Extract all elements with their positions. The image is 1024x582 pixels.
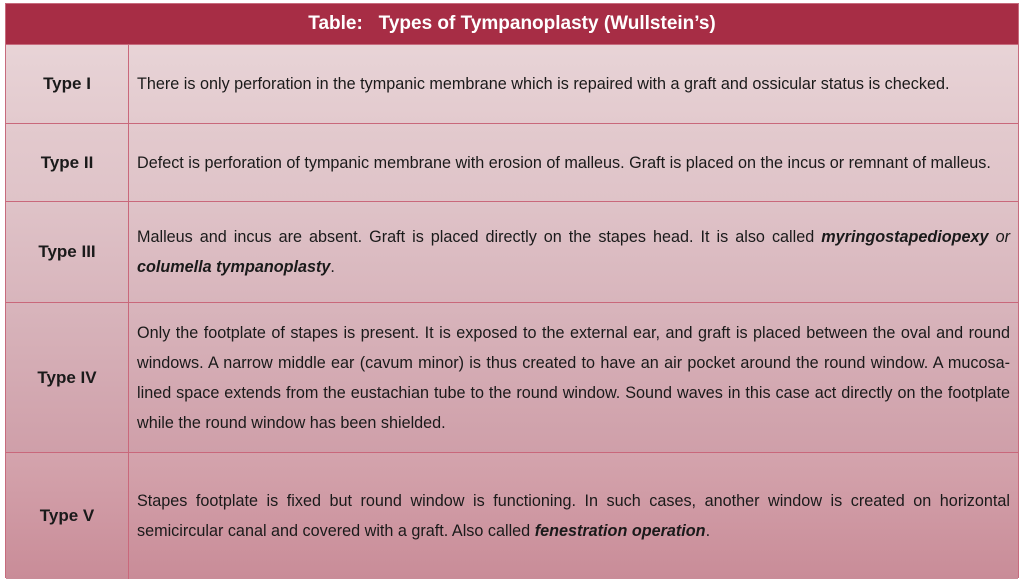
- table-row: [6, 124, 1018, 202]
- type-label: Type II: [6, 124, 129, 201]
- description-text: Stapes footplate is fixed but round window is functioning. In such cases, another window is created on horizontal semicircular canal and covered with a graft. Also called: [137, 492, 1010, 540]
- term-emphasis: columella tympanoplasty: [137, 258, 331, 276]
- description-text: There is only perforation in the tympanic membrane which is repaired with a graft and ossicular status is checked.: [137, 75, 950, 93]
- description-text: Defect is perforation of tympanic membrane with erosion of malleus. Graft is placed on the incus or remnant of malleus.: [137, 153, 991, 172]
- type-label: Type I: [6, 45, 129, 123]
- table-row: [6, 202, 1018, 303]
- type-description: [129, 45, 1018, 123]
- table-row: [6, 45, 1018, 124]
- description-text: Only the footplate of stapes is present. It is exposed to the external ear, and graft is placed between the oval and round windows. A narrow middle ear (cavum minor) is thus created to have an air pocket around the round window. A mucosa-lined space extends from the eustachian tube to the round window. Sound waves in this case act directly on the footplate while the round window has been shielded.: [137, 323, 1010, 432]
- type-label: Type IV: [6, 303, 129, 452]
- description-text: Malleus and incus are absent. Graft is placed directly on the stapes head. It is also called: [137, 228, 822, 246]
- table-title: Table: Types of Tympanoplasty (Wullstein’s): [6, 4, 1018, 45]
- type-description: [129, 303, 1018, 452]
- description-text: or: [988, 228, 1010, 246]
- term-emphasis: fenestration operation: [534, 522, 706, 540]
- type-description: [129, 124, 1018, 201]
- type-label: Type V: [6, 453, 129, 579]
- type-description: [129, 202, 1018, 302]
- type-description: [129, 453, 1018, 579]
- tympanoplasty-table: [5, 3, 1019, 578]
- type-label: Type III: [6, 202, 129, 302]
- description-text: .: [330, 258, 335, 276]
- table-row: [6, 303, 1018, 453]
- term-emphasis: myringostapediopexy: [821, 228, 989, 246]
- table-row: [6, 453, 1018, 579]
- description-text: .: [705, 522, 711, 540]
